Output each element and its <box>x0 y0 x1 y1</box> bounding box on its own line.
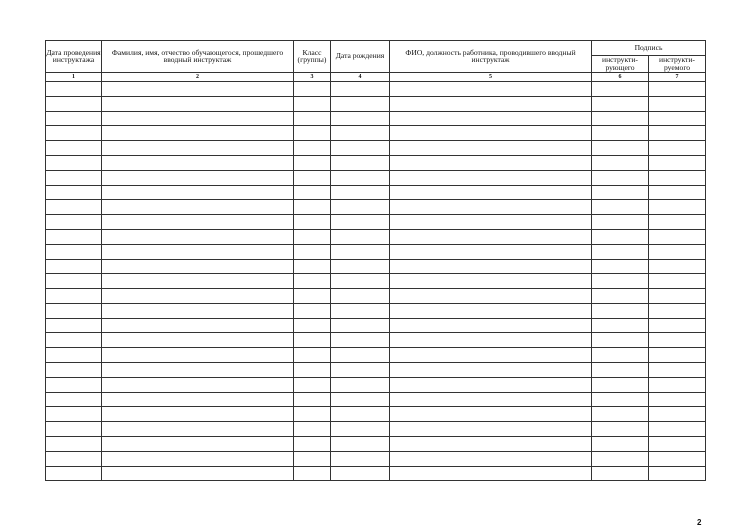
table-cell <box>331 155 390 170</box>
table-cell <box>649 200 706 215</box>
table-cell <box>102 348 294 363</box>
table-cell <box>102 215 294 230</box>
table-cell <box>294 437 331 452</box>
table-cell <box>649 111 706 126</box>
table-cell <box>592 392 649 407</box>
table-row <box>46 422 706 437</box>
table-cell <box>46 170 102 185</box>
table-row <box>46 200 706 215</box>
table-cell <box>331 111 390 126</box>
column-number-row <box>46 72 706 81</box>
table-cell <box>592 407 649 422</box>
table-row <box>46 377 706 392</box>
table-cell <box>294 244 331 259</box>
table-cell <box>294 200 331 215</box>
table-cell <box>102 111 294 126</box>
table-cell <box>102 289 294 304</box>
table-cell <box>331 303 390 318</box>
table-cell <box>390 215 592 230</box>
header-instructed-signature: инструкти-руемого <box>649 56 706 73</box>
table-cell <box>46 215 102 230</box>
table-cell <box>390 377 592 392</box>
table-cell <box>649 392 706 407</box>
table-row <box>46 289 706 304</box>
table-cell <box>390 111 592 126</box>
table-cell <box>294 185 331 200</box>
table-cell <box>331 185 390 200</box>
table-cell <box>102 155 294 170</box>
table-cell <box>102 259 294 274</box>
table-cell <box>331 437 390 452</box>
column-number: 6 <box>592 72 649 81</box>
table-cell <box>649 303 706 318</box>
table-row <box>46 259 706 274</box>
table-cell <box>649 318 706 333</box>
table-cell <box>331 229 390 244</box>
table-cell <box>649 289 706 304</box>
table-cell <box>46 141 102 156</box>
table-cell <box>331 170 390 185</box>
table-row <box>46 466 706 481</box>
table-cell <box>294 111 331 126</box>
table-cell <box>390 170 592 185</box>
table-cell <box>294 318 331 333</box>
header-birth-date: Дата рождения <box>331 41 390 73</box>
table-cell <box>390 274 592 289</box>
table-cell <box>592 348 649 363</box>
table-cell <box>649 155 706 170</box>
table-cell <box>649 244 706 259</box>
table-row <box>46 244 706 259</box>
table-cell <box>649 96 706 111</box>
table-cell <box>46 274 102 289</box>
table-cell <box>102 274 294 289</box>
table-cell <box>649 141 706 156</box>
table-cell <box>46 185 102 200</box>
table-row <box>46 229 706 244</box>
table-cell <box>592 141 649 156</box>
header-instructor-signature: инструкти-рующего <box>592 56 649 73</box>
table-cell <box>390 333 592 348</box>
header-student-name: Фамилия, имя, отчество обучающегося, прошедшего вводный инструктаж <box>102 41 294 73</box>
table-cell <box>649 259 706 274</box>
table-cell <box>649 407 706 422</box>
table-cell <box>46 96 102 111</box>
table-cell <box>390 407 592 422</box>
table-cell <box>331 377 390 392</box>
table-cell <box>331 244 390 259</box>
table-cell <box>649 185 706 200</box>
table-cell <box>592 126 649 141</box>
table-cell <box>46 289 102 304</box>
table-cell <box>46 200 102 215</box>
table-cell <box>102 170 294 185</box>
table-cell <box>649 348 706 363</box>
column-number: 2 <box>102 72 294 81</box>
table-cell <box>390 96 592 111</box>
table-cell <box>649 377 706 392</box>
table-cell <box>390 466 592 481</box>
table-cell <box>592 170 649 185</box>
table-cell <box>592 215 649 230</box>
table-cell <box>294 303 331 318</box>
table-cell <box>331 126 390 141</box>
table-cell <box>294 377 331 392</box>
table-cell <box>46 363 102 378</box>
table-cell <box>390 141 592 156</box>
table-cell <box>390 422 592 437</box>
table-cell <box>331 215 390 230</box>
table-cell <box>102 437 294 452</box>
table-cell <box>331 200 390 215</box>
table-cell <box>102 466 294 481</box>
table-cell <box>46 259 102 274</box>
table-row <box>46 363 706 378</box>
table-cell <box>390 348 592 363</box>
table-row <box>46 185 706 200</box>
table-header-row <box>46 41 706 56</box>
table-cell <box>294 81 331 96</box>
table-cell <box>331 363 390 378</box>
table-cell <box>294 392 331 407</box>
table-cell <box>294 466 331 481</box>
table-row <box>46 81 706 96</box>
table-cell <box>102 422 294 437</box>
table-row <box>46 141 706 156</box>
table-cell <box>46 392 102 407</box>
table-cell <box>102 333 294 348</box>
table-row <box>46 437 706 452</box>
table-row <box>46 407 706 422</box>
table-cell <box>592 289 649 304</box>
table-cell <box>331 274 390 289</box>
table-cell <box>294 259 331 274</box>
table-cell <box>102 200 294 215</box>
table-cell <box>390 303 592 318</box>
table-cell <box>46 229 102 244</box>
table-cell <box>390 451 592 466</box>
table-cell <box>294 229 331 244</box>
table-row <box>46 451 706 466</box>
table-cell <box>331 289 390 304</box>
table-cell <box>592 111 649 126</box>
table-cell <box>649 215 706 230</box>
table-cell <box>390 229 592 244</box>
table-cell <box>102 318 294 333</box>
table-row <box>46 303 706 318</box>
header-briefing-date: Дата проведения инструктажа <box>46 41 102 73</box>
table-cell <box>46 348 102 363</box>
table-cell <box>46 422 102 437</box>
table-cell <box>102 141 294 156</box>
table-cell <box>102 126 294 141</box>
column-number: 3 <box>294 72 331 81</box>
table-cell <box>390 200 592 215</box>
table-cell <box>331 451 390 466</box>
table-cell <box>649 126 706 141</box>
table-cell <box>592 437 649 452</box>
table-row <box>46 274 706 289</box>
table-cell <box>46 377 102 392</box>
table-cell <box>331 81 390 96</box>
table-cell <box>331 333 390 348</box>
table-cell <box>46 318 102 333</box>
table-cell <box>294 215 331 230</box>
table-cell <box>592 333 649 348</box>
page-number: 2 <box>697 518 702 527</box>
table-cell <box>294 170 331 185</box>
table-cell <box>390 185 592 200</box>
table-cell <box>592 466 649 481</box>
table-cell <box>592 274 649 289</box>
table-row <box>46 126 706 141</box>
table-row <box>46 96 706 111</box>
table-row <box>46 392 706 407</box>
table-row <box>46 170 706 185</box>
table-cell <box>102 451 294 466</box>
table-cell <box>390 244 592 259</box>
table-cell <box>390 392 592 407</box>
table-cell <box>331 259 390 274</box>
table-cell <box>294 451 331 466</box>
table-row <box>46 318 706 333</box>
table-cell <box>294 363 331 378</box>
table-row <box>46 333 706 348</box>
table-cell <box>102 392 294 407</box>
table-cell <box>294 289 331 304</box>
table-cell <box>390 126 592 141</box>
table-cell <box>331 141 390 156</box>
column-number: 4 <box>331 72 390 81</box>
column-number: 5 <box>390 72 592 81</box>
table-cell <box>592 200 649 215</box>
table-cell <box>102 229 294 244</box>
table-cell <box>390 318 592 333</box>
table-cell <box>331 348 390 363</box>
table-cell <box>649 363 706 378</box>
table-cell <box>294 96 331 111</box>
table-cell <box>102 363 294 378</box>
table-cell <box>592 303 649 318</box>
table-cell <box>294 126 331 141</box>
table-cell <box>592 363 649 378</box>
table-cell <box>294 155 331 170</box>
table-cell <box>649 274 706 289</box>
table-cell <box>390 81 592 96</box>
table-cell <box>46 303 102 318</box>
table-cell <box>46 126 102 141</box>
table-cell <box>294 274 331 289</box>
table-cell <box>331 422 390 437</box>
table-cell <box>592 244 649 259</box>
table-cell <box>294 407 331 422</box>
table-cell <box>649 422 706 437</box>
table-cell <box>102 377 294 392</box>
table-cell <box>649 81 706 96</box>
table-cell <box>331 96 390 111</box>
table-cell <box>46 155 102 170</box>
table-cell <box>649 437 706 452</box>
table-cell <box>592 155 649 170</box>
table-cell <box>102 81 294 96</box>
table-cell <box>649 333 706 348</box>
header-class-group: Класс (группы) <box>294 41 331 73</box>
table-cell <box>46 81 102 96</box>
table-cell <box>46 437 102 452</box>
table-cell <box>592 451 649 466</box>
table-cell <box>294 141 331 156</box>
table-row <box>46 348 706 363</box>
table-cell <box>331 392 390 407</box>
table-cell <box>102 244 294 259</box>
table-cell <box>592 422 649 437</box>
table-cell <box>294 333 331 348</box>
table-cell <box>649 229 706 244</box>
table-cell <box>390 289 592 304</box>
table-row <box>46 215 706 230</box>
table-cell <box>46 333 102 348</box>
header-signature-group: Подпись <box>592 41 706 56</box>
table-row <box>46 111 706 126</box>
table-cell <box>592 96 649 111</box>
table-cell <box>592 377 649 392</box>
table-cell <box>102 407 294 422</box>
table-cell <box>46 466 102 481</box>
table-cell <box>46 407 102 422</box>
table-cell <box>592 229 649 244</box>
header-instructor-name-position: ФИО, должность работника, проводившего вводный инструктаж <box>390 41 592 73</box>
table-cell <box>46 111 102 126</box>
table-cell <box>592 185 649 200</box>
table-cell <box>294 422 331 437</box>
table-cell <box>46 244 102 259</box>
table-cell <box>331 407 390 422</box>
table-cell <box>390 363 592 378</box>
table-cell <box>294 348 331 363</box>
table-cell <box>649 466 706 481</box>
table-cell <box>592 81 649 96</box>
table-row <box>46 155 706 170</box>
table-cell <box>390 155 592 170</box>
table-cell <box>102 185 294 200</box>
column-number: 7 <box>649 72 706 81</box>
table-cell <box>649 170 706 185</box>
table-cell <box>592 318 649 333</box>
table-cell <box>390 259 592 274</box>
briefing-journal-table <box>45 40 706 481</box>
table-cell <box>102 303 294 318</box>
table-cell <box>592 259 649 274</box>
table-cell <box>649 451 706 466</box>
table-body <box>46 81 706 481</box>
table-cell <box>331 466 390 481</box>
table-cell <box>102 96 294 111</box>
table-cell <box>46 451 102 466</box>
table-cell <box>390 437 592 452</box>
column-number: 1 <box>46 72 102 81</box>
table-cell <box>331 318 390 333</box>
